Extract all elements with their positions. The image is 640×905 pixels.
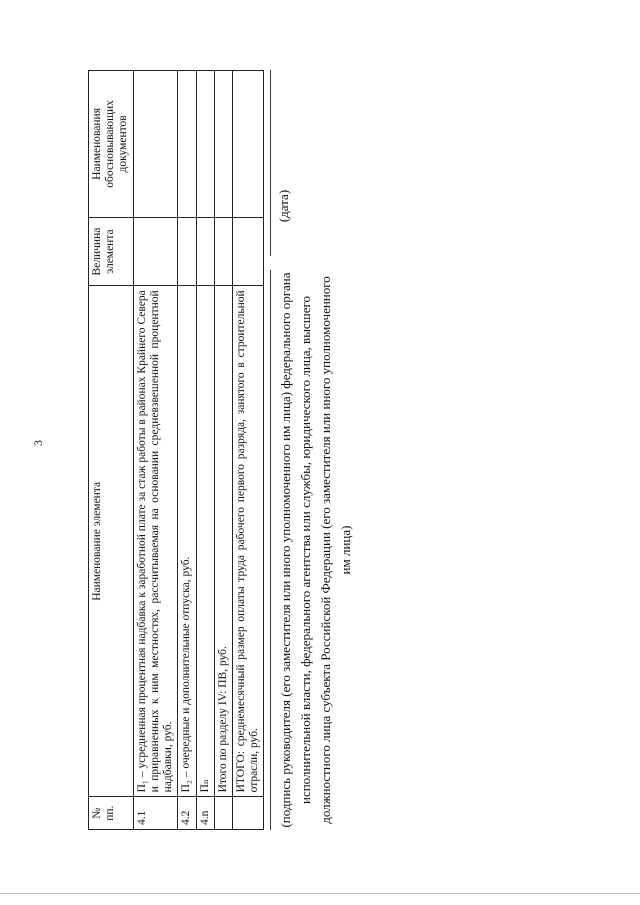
table-row-subtotal: [214, 71, 232, 830]
table-header-row: [89, 71, 134, 830]
header-value: Величина элемента: [89, 217, 134, 285]
landscape-page: [88, 70, 558, 830]
row-value: [232, 217, 263, 285]
row-value: [214, 217, 232, 285]
row-doc: [214, 71, 232, 218]
elements-table: [88, 70, 264, 830]
row-value: [178, 217, 196, 285]
row-name: П₂ – очередные и дополнительные отпуска, руб.: [178, 286, 196, 797]
signature-area: [270, 70, 520, 830]
date-line: [270, 70, 271, 256]
signature-line: [270, 270, 271, 830]
header-doc: Наименования обосновывающих документов: [89, 71, 134, 218]
row-name: П₁ – усредненная процентная надбавка к заработной плате за стаж работы в районах Крайнего Севера и приравненных к ним местностях, рассчитываемая на основании средневзвешенной процентной надбавки, руб.: [133, 286, 178, 797]
row-num: 4.2: [178, 797, 196, 830]
table-row: [196, 71, 214, 830]
header-num: № пп.: [89, 797, 134, 830]
date-caption: (дата): [276, 189, 291, 223]
table-row-total: [232, 71, 263, 830]
row-doc: [133, 71, 178, 218]
row-value: [196, 217, 214, 285]
page-number: 3: [31, 440, 45, 446]
bottom-rule: [0, 893, 640, 894]
row-name: Итого по разделу IV: ПВ, руб.: [214, 286, 232, 797]
row-num: [214, 797, 232, 830]
row-doc: [178, 71, 196, 218]
row-name: ИТОГО: среднемесячный размер оплаты труда рабочего первого разряда, занятого в строительной отрасли, руб.: [232, 286, 263, 797]
row-num: [232, 797, 263, 830]
row-doc: [196, 71, 214, 218]
table-row: [178, 71, 196, 830]
signature-caption: (подпись руководителя (его заместителя или иного уполномоченного им лица) федерального органа исполнительной власти, федерального агентства или службы, юридического лица, высшего должностного лица субъекта Российской Федерации (его заместителя или иного уполномоченного им лица): [278, 272, 354, 828]
header-name: Наименование элемента: [89, 286, 134, 797]
row-value: [133, 217, 178, 285]
row-num: 4.1: [133, 797, 178, 830]
table-row: [133, 71, 178, 830]
row-doc: [232, 71, 263, 218]
row-name: Пₙ: [196, 286, 214, 797]
row-num: 4.n: [196, 797, 214, 830]
